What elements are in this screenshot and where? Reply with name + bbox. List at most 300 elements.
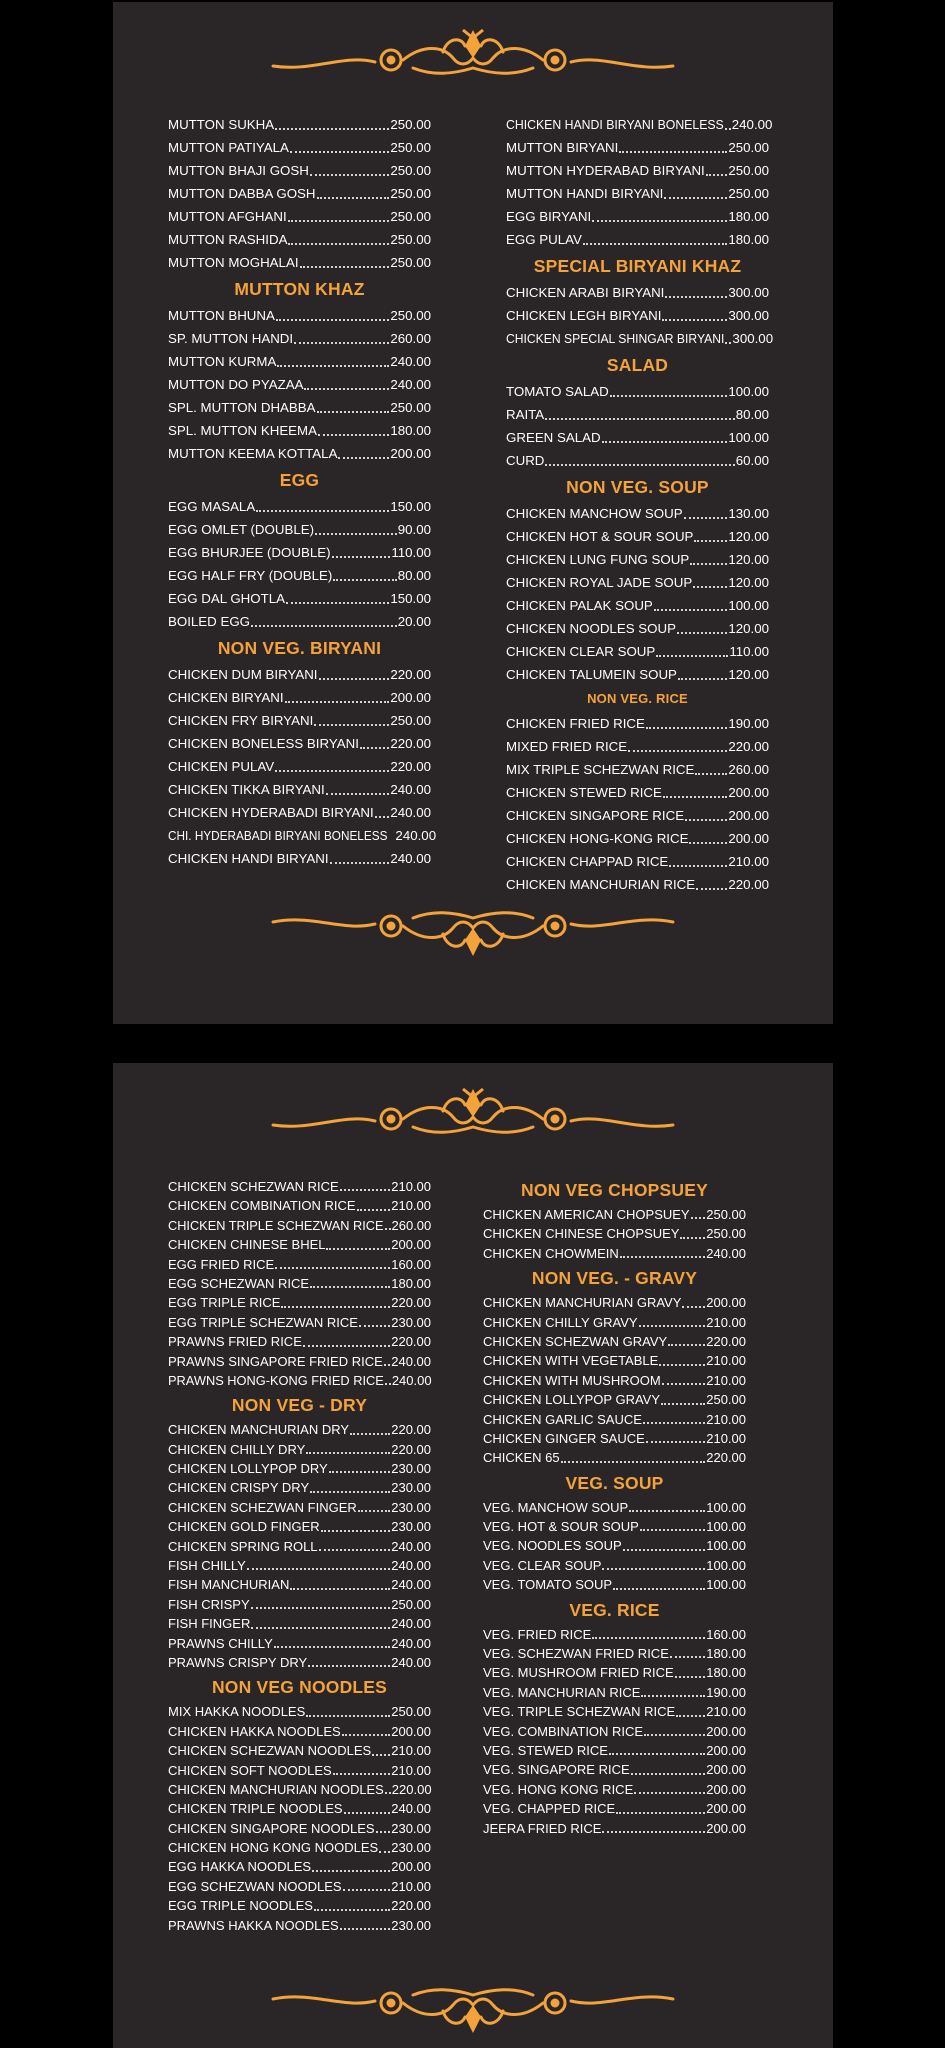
menu-item <box>168 205 431 228</box>
dot-leader <box>317 197 390 199</box>
menu-item <box>168 1877 431 1896</box>
item-price: 120.00 <box>728 667 769 682</box>
item-price: 240.00 <box>391 1558 431 1574</box>
menu-item <box>506 426 769 449</box>
item-name: CHICKEN SCHEZWAN NOODLES <box>168 1743 372 1759</box>
item-name: VEG. HOT & SOUR SOUP <box>483 1519 639 1535</box>
menu-item <box>506 873 769 896</box>
dot-leader <box>664 197 727 199</box>
menu-item <box>506 502 769 525</box>
item-price: 180.00 <box>728 232 769 247</box>
item-price: 200.00 <box>706 1820 746 1836</box>
page2-right-column <box>483 1175 746 1838</box>
item-name: VEG. COMBINATION RICE <box>483 1723 644 1739</box>
menu-item <box>506 228 769 251</box>
item-price: 210.00 <box>706 1353 746 1369</box>
dot-leader <box>629 1510 705 1512</box>
menu-item <box>483 1224 746 1243</box>
menu-item <box>483 1722 746 1741</box>
item-name: CHICKEN FRIED RICE <box>506 716 645 731</box>
dot-leader <box>384 1364 390 1366</box>
item-price: 60.00 <box>735 453 769 468</box>
item-name: EGG HALF FRY (DOUBLE) <box>168 568 333 583</box>
dot-leader <box>725 128 731 130</box>
item-name: CHICKEN ARABI BIRYANI <box>506 285 665 300</box>
menu-item <box>168 824 437 847</box>
item-name: MUTTON DABBA GOSH <box>168 186 316 201</box>
item-price: 110.00 <box>391 545 431 560</box>
dot-leader <box>315 533 397 535</box>
item-price: 160.00 <box>706 1626 746 1642</box>
item-name: CHICKEN STEWED RICE <box>506 785 662 800</box>
menu-item <box>168 113 431 136</box>
item-name: MUTTON RASHIDA <box>168 232 288 247</box>
item-price: 220.00 <box>391 1781 432 1797</box>
item-price: 220.00 <box>391 1898 431 1914</box>
dot-leader <box>623 1549 706 1551</box>
dot-leader <box>275 770 389 772</box>
item-name: VEG. TOMATO SOUP <box>483 1577 613 1593</box>
menu-item <box>483 1351 746 1370</box>
dot-leader <box>696 888 727 890</box>
menu-item <box>506 804 769 827</box>
section-heading: NON VEG. - GRAVY <box>531 1268 698 1289</box>
dot-leader <box>662 1383 706 1385</box>
item-price: 230.00 <box>391 1480 431 1496</box>
menu-item <box>168 755 431 778</box>
menu-item <box>168 1702 431 1721</box>
item-price: 200.00 <box>706 1742 746 1758</box>
dot-leader <box>338 457 389 459</box>
ornament-bottom-icon <box>113 1979 833 2039</box>
dot-leader <box>634 1792 705 1794</box>
item-name: FISH CHILLY <box>168 1558 246 1574</box>
dot-leader <box>725 342 731 344</box>
dot-leader <box>312 1870 390 1872</box>
item-price: 200.00 <box>390 446 431 461</box>
dot-leader <box>545 464 734 466</box>
section-heading: EGG <box>279 470 320 490</box>
item-name: SPL. MUTTON KHEEMA <box>168 423 317 438</box>
item-name: CHICKEN SINGAPORE NOODLES <box>168 1820 375 1836</box>
item-name: CHICKEN TRIPLE NOODLES <box>168 1801 343 1817</box>
item-name: VEG. NOODLES SOUP <box>483 1538 622 1554</box>
dot-leader <box>277 365 389 367</box>
menu-item <box>506 827 769 850</box>
item-price: 210.00 <box>391 1762 431 1778</box>
item-name: MUTTON BHAJI GOSH <box>168 163 309 178</box>
menu-item <box>168 350 431 373</box>
item-name: CHICKEN MANCHURIAN GRAVY <box>483 1295 682 1311</box>
item-name: EGG FRIED RICE <box>168 1256 275 1272</box>
item-price: 300.00 <box>732 331 774 346</box>
item-price: 110.00 <box>729 644 769 659</box>
item-price: 250.00 <box>390 400 431 415</box>
ornament-top-icon <box>113 1083 833 1143</box>
item-price: 100.00 <box>706 1557 746 1573</box>
menu-item <box>168 1352 431 1371</box>
item-price: 120.00 <box>728 575 769 590</box>
item-price: 250.00 <box>390 117 431 132</box>
item-price: 250.00 <box>706 1392 746 1408</box>
dot-leader <box>294 342 389 344</box>
item-price: 250.00 <box>390 255 431 270</box>
menu-item <box>483 1663 746 1682</box>
menu-item <box>168 732 431 755</box>
section-heading: MUTTON KHAZ <box>234 279 365 299</box>
dot-leader <box>695 773 727 775</box>
dot-leader <box>662 319 727 321</box>
menu-item <box>506 205 769 228</box>
dot-leader <box>694 540 727 542</box>
item-price: 250.00 <box>390 140 431 155</box>
item-name: MUTTON PATIYALA <box>168 140 289 155</box>
dot-leader <box>654 609 728 611</box>
menu-item <box>483 1244 746 1263</box>
menu-item <box>483 1293 746 1312</box>
item-price: 190.00 <box>706 1684 746 1700</box>
item-name: MUTTON HANDI BIRYANI <box>506 186 664 201</box>
menu-item <box>506 735 769 758</box>
item-price: 20.00 <box>397 614 431 629</box>
menu-item <box>483 1429 746 1448</box>
item-price: 210.00 <box>391 1198 431 1214</box>
dot-leader <box>251 1627 390 1629</box>
section-heading: VEG. SOUP <box>565 1472 664 1493</box>
item-name: FISH MANCHURIAN <box>168 1577 290 1593</box>
item-price: 210.00 <box>706 1314 746 1330</box>
dot-leader <box>288 220 390 222</box>
menu-item <box>168 663 431 686</box>
section-heading: VEG. RICE <box>569 1599 660 1620</box>
item-name: CHICKEN TALUMEIN SOUP <box>506 667 677 682</box>
dot-leader <box>691 1217 706 1219</box>
item-price: 220.00 <box>728 877 769 892</box>
menu-item <box>168 686 431 709</box>
item-name: MUTTON HYDERABAD BIRYANI <box>506 163 705 178</box>
dot-leader <box>375 816 390 818</box>
section-heading: NON VEG - DRY <box>231 1395 368 1416</box>
item-name: CHICKEN GINGER SAUCE <box>483 1430 645 1446</box>
item-price: 230.00 <box>391 1519 431 1535</box>
item-price: 210.00 <box>391 1878 431 1894</box>
menu-item <box>168 1838 431 1857</box>
item-name: CHICKEN MANCHURIAN RICE <box>506 877 696 892</box>
item-price: 220.00 <box>390 736 431 751</box>
menu-item <box>168 778 431 801</box>
dot-leader <box>613 1588 705 1590</box>
item-price: 100.00 <box>706 1538 746 1554</box>
dot-leader <box>561 1461 706 1463</box>
item-name: PRAWNS FRIED RICE <box>168 1334 302 1350</box>
section-heading: NON VEG NOODLES <box>211 1677 388 1698</box>
item-name: VEG. HONG KONG RICE <box>483 1781 634 1797</box>
item-price: 250.00 <box>390 713 431 728</box>
menu-item <box>506 594 769 617</box>
item-price: 210.00 <box>706 1704 746 1720</box>
dot-leader <box>669 865 727 867</box>
item-price: 250.00 <box>391 1596 431 1612</box>
menu-item <box>168 610 431 633</box>
item-price: 200.00 <box>706 1781 746 1797</box>
menu-item <box>483 1575 746 1594</box>
item-price: 230.00 <box>391 1840 431 1856</box>
menu-item <box>168 1741 431 1760</box>
page2-left-column <box>168 1177 431 1935</box>
item-price: 130.00 <box>728 506 769 521</box>
item-price: 240.00 <box>390 805 431 820</box>
item-price: 100.00 <box>728 384 769 399</box>
item-name: CHICKEN CHILLY DRY <box>168 1441 306 1457</box>
dot-leader <box>675 1676 706 1678</box>
item-price: 200.00 <box>391 1859 431 1875</box>
menu-item <box>483 1819 746 1838</box>
item-price: 260.00 <box>391 1217 432 1233</box>
item-name: MUTTON MOGHALAI <box>168 255 299 270</box>
menu-item <box>168 1780 431 1799</box>
item-price: 250.00 <box>706 1206 746 1222</box>
menu-item <box>168 1216 431 1235</box>
item-name: CHICKEN FRY BIRYANI <box>168 713 314 728</box>
dot-leader <box>678 678 727 680</box>
item-price: 200.00 <box>391 1723 431 1739</box>
menu-item <box>168 1896 431 1915</box>
item-name: CHICKEN LEGH BIRYANI <box>506 308 662 323</box>
item-name: SP. MUTTON HANDI <box>168 331 294 346</box>
dot-leader <box>304 388 389 390</box>
section-heading: NON VEG. SOUP <box>566 477 709 497</box>
dot-leader <box>308 1665 390 1667</box>
menu-item <box>168 1313 431 1332</box>
item-price: 230.00 <box>391 1314 431 1330</box>
item-name: CHICKEN HONG KONG NOODLES <box>168 1840 379 1856</box>
menu-page-1 <box>113 2 833 1024</box>
item-price: 200.00 <box>390 690 431 705</box>
section-heading: NON VEG. RICE <box>587 691 688 706</box>
dot-leader <box>609 1753 705 1755</box>
item-price: 210.00 <box>706 1430 746 1446</box>
menu-item <box>168 1722 431 1741</box>
item-price: 240.00 <box>395 828 437 843</box>
item-price: 210.00 <box>728 854 769 869</box>
menu-item <box>168 847 431 870</box>
item-price: 250.00 <box>390 186 431 201</box>
menu-item <box>168 251 431 274</box>
dot-leader <box>545 418 735 420</box>
item-name: VEG. MUSHROOM FRIED RICE <box>483 1665 674 1681</box>
dot-leader <box>685 819 727 821</box>
dot-leader <box>310 174 389 176</box>
menu-item <box>483 1498 746 1517</box>
item-name: MIX HAKKA NOODLES <box>168 1704 306 1720</box>
dot-leader <box>251 1607 391 1609</box>
item-name: CHI. HYDERABADI BIRYANI BONELESS <box>168 828 388 843</box>
dot-leader <box>344 1812 391 1814</box>
item-price: 240.00 <box>391 1654 431 1670</box>
item-price: 250.00 <box>728 163 769 178</box>
item-name: EGG MASALA <box>168 499 256 514</box>
item-price: 200.00 <box>728 785 769 800</box>
dot-leader <box>314 724 389 726</box>
dot-leader <box>646 727 727 729</box>
menu-item <box>483 1741 746 1760</box>
dot-leader <box>661 1403 705 1405</box>
item-name: EGG SCHEZWAN NOODLES <box>168 1878 342 1894</box>
item-price: 180.00 <box>728 209 769 224</box>
item-name: MIXED FRIED RICE <box>506 739 628 754</box>
item-price: 220.00 <box>390 759 431 774</box>
dot-leader <box>659 1364 705 1366</box>
item-name: CHICKEN CHINESE CHOPSUEY <box>483 1226 680 1242</box>
menu-item <box>168 1255 431 1274</box>
menu-item <box>168 1332 431 1351</box>
item-price: 220.00 <box>391 1295 431 1311</box>
item-name: CHICKEN HANDI BIRYANI BONELESS <box>506 117 724 132</box>
item-price: 220.00 <box>706 1450 746 1466</box>
item-name: MUTTON BHUNA <box>168 308 275 323</box>
dot-leader <box>329 1471 391 1473</box>
menu-item <box>483 1332 746 1351</box>
item-name: VEG. MANCHURIAN RICE <box>483 1684 641 1700</box>
item-price: 210.00 <box>706 1411 746 1427</box>
item-name: CHICKEN CLEAR SOUP <box>506 644 656 659</box>
item-price: 230.00 <box>391 1461 431 1477</box>
dot-leader <box>644 1734 705 1736</box>
menu-item <box>506 380 769 403</box>
dot-leader <box>281 1306 390 1308</box>
item-price: 100.00 <box>728 598 769 613</box>
item-price: 210.00 <box>391 1178 431 1194</box>
item-price: 200.00 <box>728 808 769 823</box>
dot-leader <box>333 1773 391 1775</box>
menu-item <box>168 304 431 327</box>
menu-item <box>506 182 769 205</box>
dot-leader <box>326 793 390 795</box>
item-name: CHICKEN HYDERABADI BIRYANI <box>168 805 374 820</box>
dot-leader <box>285 701 390 703</box>
dot-leader <box>276 319 389 321</box>
item-name: PRAWNS HAKKA NOODLES <box>168 1917 339 1933</box>
item-name: VEG. MANCHOW SOUP <box>483 1499 629 1515</box>
item-name: CHICKEN BONELESS BIRYANI <box>168 736 359 751</box>
menu-item <box>483 1448 746 1467</box>
item-name: EGG TRIPLE SCHEZWAN RICE <box>168 1314 358 1330</box>
menu-item <box>168 1420 431 1439</box>
menu-item <box>483 1371 746 1390</box>
menu-item <box>168 1614 431 1633</box>
item-price: 240.00 <box>391 1577 431 1593</box>
item-price: 120.00 <box>728 529 769 544</box>
item-name: CHICKEN MANCHURIAN DRY <box>168 1422 350 1438</box>
menu-item <box>506 617 769 640</box>
dot-leader <box>689 842 727 844</box>
item-name: MUTTON DO PYAZAA <box>168 377 304 392</box>
item-name: EGG HAKKA NOODLES <box>168 1859 312 1875</box>
page1-right-column <box>506 113 774 896</box>
dot-leader <box>332 556 391 558</box>
item-price: 210.00 <box>706 1372 746 1388</box>
dot-leader <box>388 839 394 841</box>
item-price: 240.00 <box>390 782 431 797</box>
menu-item <box>483 1313 746 1332</box>
menu-item <box>483 1410 746 1429</box>
item-name: VEG. SINGAPORE RICE <box>483 1762 630 1778</box>
dot-leader <box>286 602 389 604</box>
section-heading: NON VEG CHOPSUEY <box>521 1180 708 1200</box>
dot-leader <box>602 1831 705 1833</box>
menu-item <box>168 1761 431 1780</box>
item-price: 260.00 <box>390 331 431 346</box>
dot-leader <box>682 1306 705 1308</box>
item-name: CHICKEN CHAPPAD RICE <box>506 854 669 869</box>
menu-item <box>168 709 431 732</box>
menu-item <box>168 1235 431 1254</box>
item-name: RAITA <box>506 407 545 422</box>
item-price: 160.00 <box>391 1256 431 1272</box>
item-price: 220.00 <box>706 1333 746 1349</box>
item-name: BOILED EGG <box>168 614 251 629</box>
item-price: 240.00 <box>706 1245 746 1261</box>
item-name: PRAWNS CRISPY DRY <box>168 1654 308 1670</box>
menu-item <box>168 1799 431 1818</box>
dot-leader <box>619 151 727 153</box>
menu-item <box>168 1556 431 1575</box>
menu-item <box>506 136 769 159</box>
menu-item <box>506 403 769 426</box>
dot-leader <box>247 1568 390 1570</box>
item-name: CHICKEN HAKKA NOODLES <box>168 1723 341 1739</box>
item-price: 200.00 <box>706 1762 746 1778</box>
menu-item <box>168 1478 431 1497</box>
item-name: CHICKEN DUM BIRYANI <box>168 667 318 682</box>
dot-leader <box>583 243 727 245</box>
item-price: 100.00 <box>706 1519 746 1535</box>
item-name: CHICKEN ROYAL JADE SOUP <box>506 575 693 590</box>
dot-leader <box>376 1831 391 1833</box>
item-price: 240.00 <box>391 1538 431 1554</box>
menu-item <box>483 1205 746 1224</box>
dot-leader <box>340 1928 391 1930</box>
menu-item <box>168 1575 431 1594</box>
menu-item <box>168 396 431 419</box>
dot-leader <box>592 1637 705 1639</box>
menu-item <box>506 304 769 327</box>
item-name: GREEN SALAD <box>506 430 601 445</box>
dot-leader <box>641 1695 705 1697</box>
item-price: 150.00 <box>390 591 431 606</box>
menu-item <box>506 571 769 594</box>
menu-item <box>506 548 769 571</box>
item-name: CHICKEN MANCHURIAN NOODLES <box>168 1781 384 1797</box>
menu-item <box>506 850 769 873</box>
menu-item <box>506 159 769 182</box>
item-name: MUTTON AFGHANI <box>168 209 287 224</box>
menu-item <box>168 1858 431 1877</box>
menu-item <box>506 449 769 472</box>
dot-leader <box>288 243 389 245</box>
item-name: FISH CRISPY <box>168 1596 250 1612</box>
dot-leader <box>275 1267 390 1269</box>
menu-item <box>506 640 769 663</box>
dot-leader <box>340 1189 391 1191</box>
dot-leader <box>646 1441 705 1443</box>
item-price: 250.00 <box>728 186 769 201</box>
dot-leader <box>350 1433 390 1435</box>
item-price: 220.00 <box>390 667 431 682</box>
item-price: 230.00 <box>391 1499 431 1515</box>
dot-leader <box>306 1715 390 1717</box>
menu-item <box>168 541 431 564</box>
